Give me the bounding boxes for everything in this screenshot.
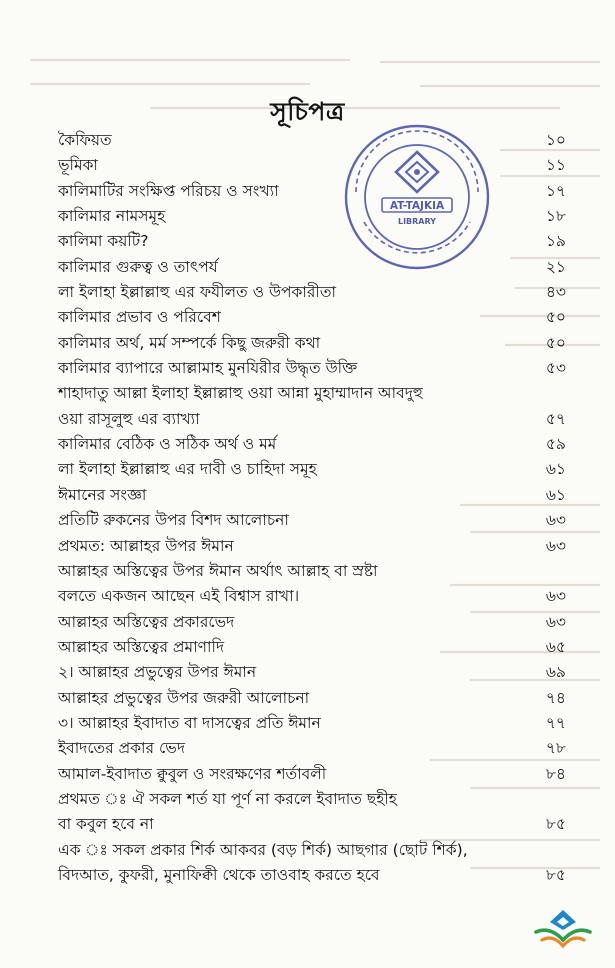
toc-entry-title: শাহাদাতু আল্লা ইলাহা ইল্লাল্লাহু ওয়া আন্না মুহাম্মাদান আবদুহু — [58, 384, 423, 403]
toc-entry — [58, 508, 566, 533]
toc-entry-title: বিদআত, কুফরী, মুনাফিক্বী থেকে তাওবাহ করতে হবে — [58, 865, 380, 884]
toc-entry-page: ৪৩ — [545, 283, 566, 302]
toc-entry-title: এক ঃ সকল প্রকার শির্ক আকবর (বড় শির্ক) আছগার (ছোট শির্ক), — [58, 840, 468, 859]
toc-entry — [58, 787, 566, 812]
toc-entry-page: ৭৪ — [545, 688, 566, 707]
toc-entry-page: ৮৫ — [545, 865, 566, 884]
toc-entry — [58, 838, 566, 863]
toc-entry-page: ৫৩ — [545, 359, 566, 378]
toc-entry — [58, 356, 566, 381]
toc-entry-title: কালিমার নামসমূহ — [58, 207, 166, 226]
toc-entry-title: লা ইলাহা ইল্লাল্লাহু এর দাবী ও চাহিদা সমূহ — [58, 460, 317, 479]
toc-entry-page: ৭৮ — [545, 739, 566, 758]
toc-entry-page: ৫৭ — [545, 409, 566, 428]
stamp-name: AT-TAJKIA — [389, 200, 445, 212]
toc-entry-page: ১৭ — [545, 181, 566, 200]
toc-entry-title: আল্লাহর অস্তিত্বের উপর ঈমান অর্থাৎ আল্লাহ বা স্রষ্টা — [58, 561, 378, 580]
toc-entry-title: ভূমিকা — [58, 156, 98, 175]
toc-entry — [58, 305, 566, 330]
toc-entry-title: কালিমার ব্যাপারে আল্লামাহ মুনযিরীর উদ্ধৃত উক্তি — [58, 359, 358, 378]
toc-entry-title: কালিমার প্রভাব ও পরিবেশ — [58, 308, 221, 327]
toc-entry — [58, 534, 566, 559]
toc-entry-title: কালিমার অর্থ, মর্ম সম্পর্কে কিছু জরুরী কথা — [58, 333, 321, 352]
toc-entry-title: প্রথমত: আল্লাহর উপর ঈমান — [58, 536, 234, 555]
toc-entry — [58, 635, 566, 660]
toc-entry — [58, 407, 566, 432]
toc-entry-title: বলতে একজন আছেন এই বিশ্বাস রাখা। — [58, 587, 300, 606]
toc-entry — [58, 736, 566, 761]
toc-entry — [58, 559, 566, 584]
toc-entry-page: ৬৫ — [545, 637, 566, 656]
toc-entry-page: ৫৯ — [545, 435, 566, 454]
toc-entry-title: কালিমা কয়টি? — [58, 232, 149, 251]
toc-entry-title: আমাল-ইবাদাত ক্বুবুল ও সংরক্ষণের শর্তাবলী — [58, 764, 327, 783]
toc-entry-title: ৩। আল্লাহর ইবাদাত বা দাসত্বের প্রতি ঈমান — [58, 713, 321, 732]
toc-entry — [58, 280, 566, 305]
toc-entry — [58, 863, 566, 888]
stamp-sub: LIBRARY — [397, 217, 437, 226]
toc-entry-title: ২। আল্লাহর প্রভুত্বের উপর ঈমান — [58, 663, 257, 682]
toc-entry-title: প্রতিটি রুকনের উপর বিশদ আলোচনা — [58, 511, 289, 530]
toc-entry-title: লা ইলাহা ইল্লাল্লাহু এর ফযীলত ও উপকারীতা — [58, 283, 336, 302]
library-stamp — [342, 122, 492, 272]
toc-entry-page: ৬৩ — [545, 612, 566, 631]
toc-entry-page: ১১ — [545, 156, 566, 175]
toc-entry — [58, 457, 566, 482]
toc-entry-page: ৬৩ — [545, 536, 566, 555]
toc-entry — [58, 331, 566, 356]
toc-entry-title: কৈফিয়ত — [58, 131, 112, 149]
toc-entry-page: ৫০ — [545, 308, 566, 327]
publisher-logo-icon — [532, 906, 594, 950]
toc-entry-page: ১০ — [545, 131, 566, 149]
toc-entry — [58, 432, 566, 457]
toc-entry-title: কালিমার গুরুত্ব ও তাৎপর্য — [58, 257, 218, 276]
toc-entry-page: ৮৪ — [545, 764, 566, 783]
toc-entry — [58, 711, 566, 736]
toc-entry — [58, 812, 566, 837]
toc-entry — [58, 660, 566, 685]
toc-entry — [58, 584, 566, 609]
toc-entry — [58, 610, 566, 635]
page-title: সূচিপত্র — [270, 97, 345, 126]
toc-entry-title: বা কবুল হবে না — [58, 815, 154, 834]
toc-entry-page: ১৯ — [545, 232, 566, 251]
toc-entry-title: কালিমাটির সংক্ষিপ্ত পরিচয় ও সংখ্যা — [58, 181, 279, 200]
stamp-emblem-icon — [396, 152, 438, 192]
toc-entry-page: ৬৩ — [545, 587, 566, 606]
toc-entry-page: ২১ — [545, 257, 566, 276]
toc-entry-title: আল্লাহর প্রভুত্বের উপর জরুরী আলোচনা — [58, 688, 310, 707]
toc-entry-title: আল্লাহর অস্তিত্বের প্রমাণাদি — [58, 637, 225, 656]
toc-entry-page: ৬১ — [545, 460, 566, 479]
toc-entry-page: ১৮ — [545, 207, 566, 226]
toc-entry-title: কালিমার বেঠিক ও সঠিক অর্থ ও মর্ম — [58, 435, 277, 454]
toc-entry-title: ঈমানের সংজ্ঞা — [58, 485, 147, 504]
toc-entry-page: ৭৭ — [545, 713, 566, 732]
toc-entry-title: প্রথমত ঃ ঐ সকল শর্ত যা পূর্ণ না করলে ইবাদাত ছহীহ — [58, 789, 397, 808]
toc-entry — [58, 762, 566, 787]
toc-entry-title: আল্লাহর অস্তিত্বের প্রকারভেদ — [58, 612, 235, 631]
toc-entry — [58, 483, 566, 508]
toc-entry-title: ইবাদতের প্রকার ভেদ — [58, 739, 185, 758]
toc-entry — [58, 686, 566, 711]
toc-entry-page: ৫০ — [545, 333, 566, 352]
toc-entry-page: ৬৯ — [545, 663, 566, 682]
toc-entry-title: ওয়া রাসূলুহু এর ব্যাখ্যা — [58, 409, 200, 428]
toc-entry-page: ৬১ — [545, 485, 566, 504]
toc-entry-page: ৬৩ — [545, 511, 566, 530]
toc-entry — [58, 381, 566, 406]
toc-entry-page: ৮৫ — [545, 815, 566, 834]
